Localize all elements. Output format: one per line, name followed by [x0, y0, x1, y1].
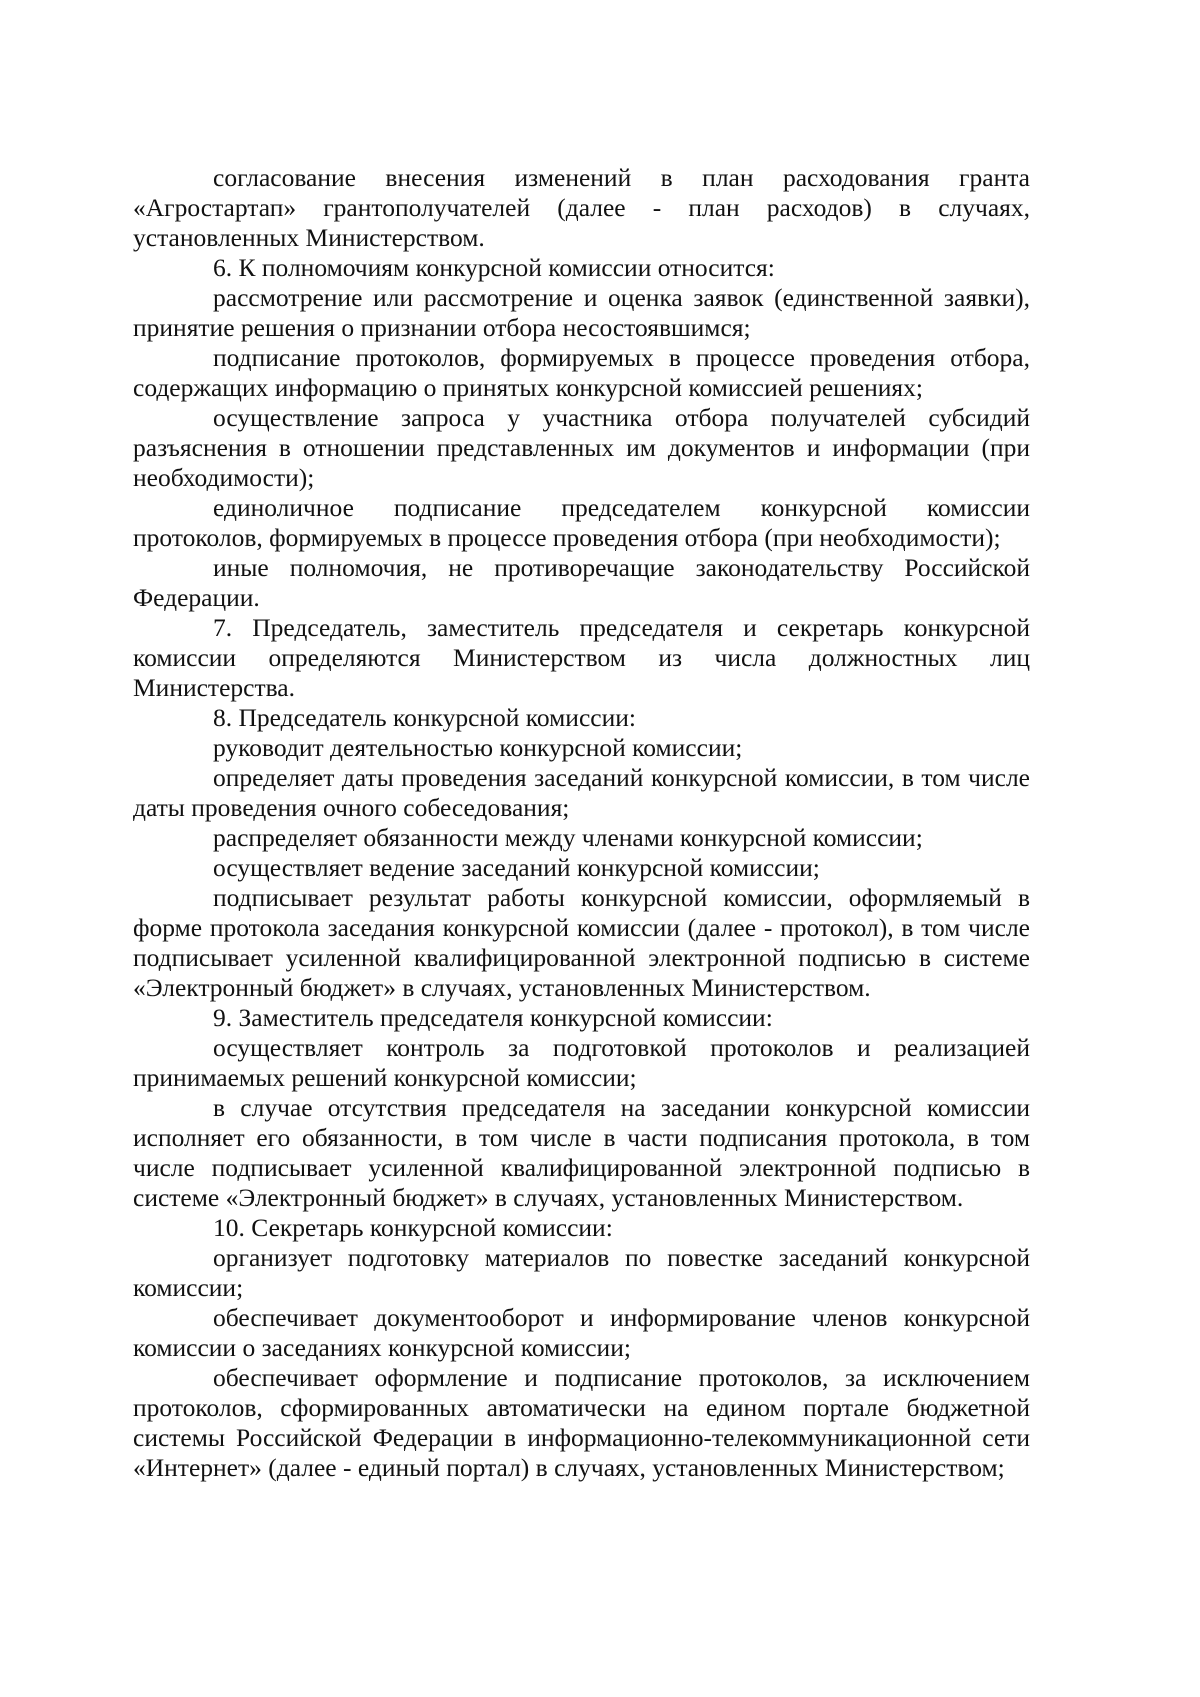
- paragraph: организует подготовку материалов по повестке заседаний конкурсной комиссии;: [133, 1243, 1030, 1302]
- paragraph: согласование внесения изменений в план расходования гранта «Агростартап» грантополучателей (далее - план расходов) в случаях, установленных Министерством.: [133, 163, 1030, 252]
- section-paragraph-7: 7. Председатель, заместитель председателя и секретарь конкурсной комиссии определяются Министерством из числа должностных лиц Министерства.: [133, 613, 1030, 702]
- section-heading-6: 6. К полномочиям конкурсной комиссии относится:: [213, 253, 775, 282]
- paragraph: распределяет обязанности между членами конкурсной комиссии;: [213, 823, 923, 852]
- paragraph: руководит деятельностью конкурсной комиссии;: [213, 733, 743, 762]
- section-heading-8: 8. Председатель конкурсной комиссии:: [213, 703, 636, 732]
- paragraph: рассмотрение или рассмотрение и оценка заявок (единственной заявки), принятие решения о признании отбора несостоявшимся;: [133, 283, 1030, 342]
- paragraph: в случае отсутствия председателя на заседании конкурсной комиссии исполняет его обязанности, в том числе в части подписания протокола, в том числе подписывает усиленной квалифицированной электронной подписью в системе «Электронный бюджет» в случаях, установленных Министерством.: [133, 1093, 1030, 1212]
- paragraph: осуществляет ведение заседаний конкурсной комиссии;: [213, 853, 820, 882]
- paragraph: единоличное подписание председателем конкурсной комиссии протоколов, формируемых в процессе проведения отбора (при необходимости);: [133, 493, 1030, 552]
- paragraph: осуществляет контроль за подготовкой протоколов и реализацией принимаемых решений конкурсной комиссии;: [133, 1033, 1030, 1092]
- paragraph: подписание протоколов, формируемых в процессе проведения отбора, содержащих информацию о принятых конкурсной комиссией решениях;: [133, 343, 1030, 402]
- section-heading-10: 10. Секретарь конкурсной комиссии:: [213, 1213, 613, 1242]
- paragraph: обеспечивает оформление и подписание протоколов, за исключением протоколов, сформированных автоматически на едином портале бюджетной системы Российской Федерации в информационно-телекоммуникационной сети «Интернет» (далее - единый портал) в случаях, установленных Министерством;: [133, 1363, 1030, 1482]
- section-heading-9: 9. Заместитель председателя конкурсной комиссии:: [213, 1003, 773, 1032]
- paragraph: осуществление запроса у участника отбора получателей субсидий разъяснения в отношении представленных им документов и информации (при необходимости);: [133, 403, 1030, 492]
- paragraph: определяет даты проведения заседаний конкурсной комиссии, в том числе даты проведения очного собеседования;: [133, 763, 1030, 822]
- paragraph: подписывает результат работы конкурсной комиссии, оформляемый в форме протокола заседания конкурсной комиссии (далее - протокол), в том числе подписывает усиленной квалифицированной электронной подписью в системе «Электронный бюджет» в случаях, установленных Министерством.: [133, 883, 1030, 1002]
- paragraph: обеспечивает документооборот и информирование членов конкурсной комиссии о заседаниях конкурсной комиссии;: [133, 1303, 1030, 1362]
- document-body: [133, 163, 1030, 1483]
- paragraph: иные полномочия, не противоречащие законодательству Российской Федерации.: [133, 553, 1030, 612]
